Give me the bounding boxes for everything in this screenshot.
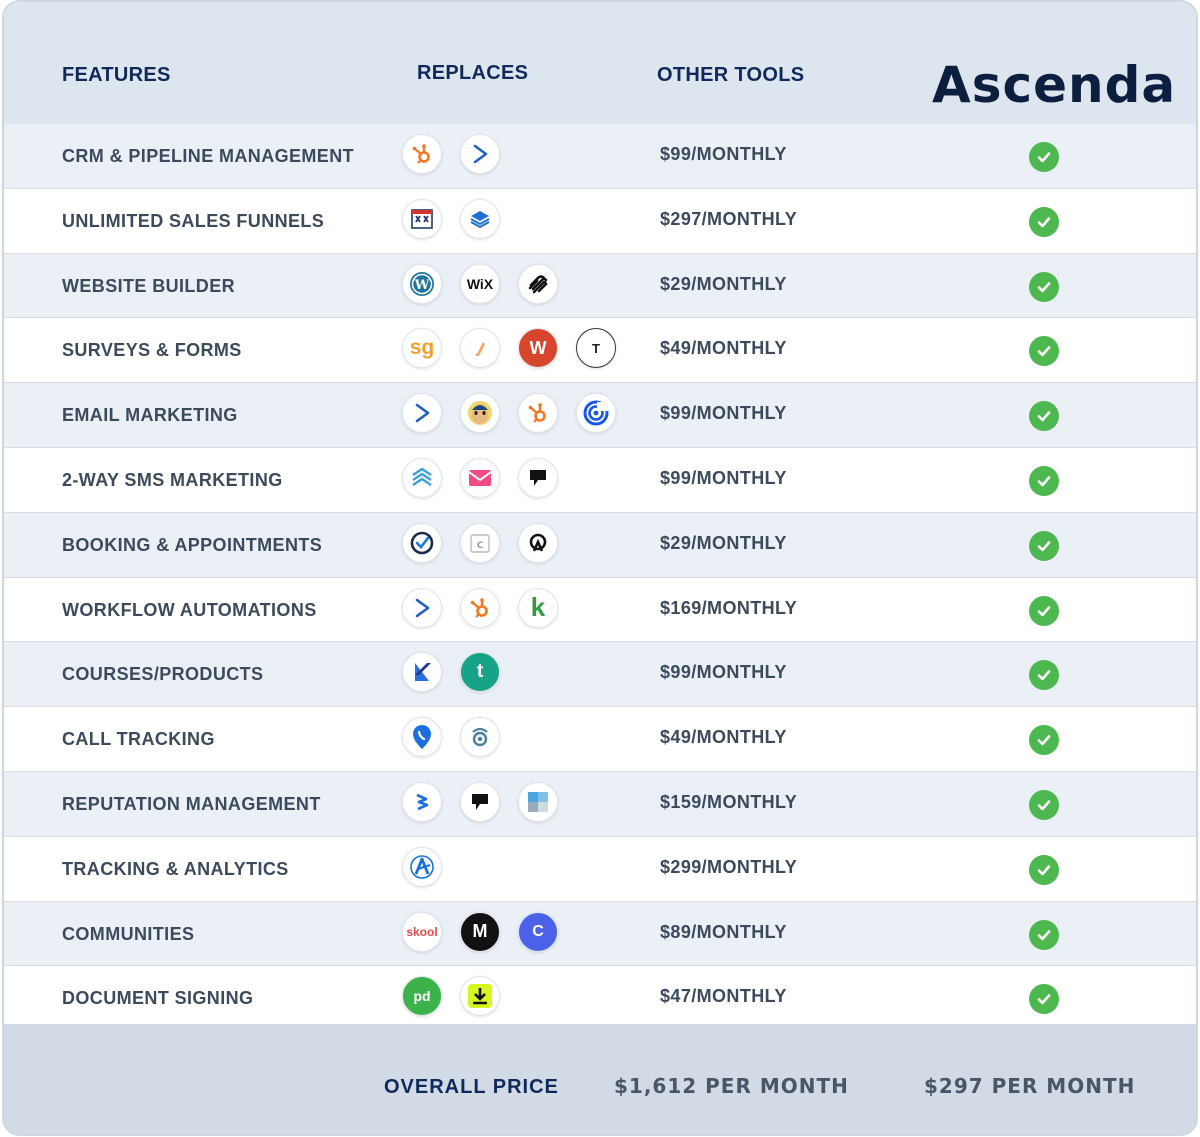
brand-logo-text: Ascenda: [932, 56, 1177, 114]
hubspot-icon: [402, 134, 442, 174]
feature-name: BOOKING & APPOINTMENTS: [62, 534, 323, 555]
table-header: [4, 2, 1196, 124]
feature-name: SURVEYS & FORMS: [62, 340, 242, 361]
calendly-icon: [402, 523, 442, 563]
feature-name: DOCUMENT SIGNING: [62, 988, 254, 1009]
other-tools-price: $159/MONTHLY: [660, 791, 798, 812]
table-row: [4, 707, 1196, 772]
features-heading: FEATURES: [62, 64, 171, 86]
other-tools-price: $89/MONTHLY: [660, 921, 787, 942]
replaced-tools: [402, 264, 558, 304]
check-icon: [1029, 596, 1059, 626]
typeform-icon: T: [576, 328, 616, 368]
analytics-icon: [402, 847, 442, 887]
comparison-card: [2, 0, 1198, 1136]
other-tools-total: $1,612 PER MONTH: [614, 1074, 849, 1098]
replaces-heading: REPLACES: [417, 62, 529, 84]
skool-icon: skool: [402, 912, 442, 952]
hubspot-icon: [518, 393, 558, 433]
check-icon: [1029, 272, 1059, 302]
callrail-icon: [402, 717, 442, 757]
table-row: [4, 189, 1196, 254]
feature-name: CALL TRACKING: [62, 729, 215, 750]
wix-icon: WiX: [460, 264, 500, 304]
feature-name: EMAIL MARKETING: [62, 405, 238, 426]
calendar-icon: [460, 523, 500, 563]
other-tools-price: $29/MONTHLY: [660, 273, 787, 294]
activecampaign-icon: [460, 134, 500, 174]
circle-icon: C: [518, 912, 558, 952]
kajabi-icon: [402, 652, 442, 692]
replaced-tools: [402, 976, 500, 1016]
wordpress-icon: [402, 264, 442, 304]
replaced-tools: [402, 199, 500, 239]
table-row: [4, 448, 1196, 513]
other-tools-price: $99/MONTHLY: [660, 144, 787, 164]
table-row: [4, 513, 1196, 578]
replaced-tools: [402, 134, 500, 174]
other-tools-price: $299/MONTHLY: [660, 856, 798, 877]
birdeye-icon: [402, 782, 442, 822]
brand-total: $297 PER MONTH: [924, 1074, 1136, 1098]
check-icon: [1029, 725, 1059, 755]
check-icon: [1029, 142, 1059, 172]
podium-icon: [518, 458, 558, 498]
wufoo-icon: W: [518, 328, 558, 368]
surveygizmo-icon: sg: [402, 328, 442, 368]
pandadoc-icon: pd: [402, 976, 442, 1016]
svg-text:C: C: [476, 540, 484, 551]
replaced-tools: [402, 588, 558, 628]
puzzle-icon: [518, 782, 558, 822]
feature-name: 2-WAY SMS MARKETING: [62, 469, 283, 490]
replaced-tools: [402, 393, 616, 433]
hubspot-icon: [460, 588, 500, 628]
table-row: [4, 124, 1196, 189]
download-icon: [460, 976, 500, 1016]
other-tools-price: $47/MONTHLY: [660, 986, 787, 1007]
feature-name: COMMUNITIES: [62, 923, 195, 944]
table-footer: [4, 1024, 1196, 1134]
table-row: [4, 772, 1196, 837]
replaced-tools: [402, 847, 442, 887]
replaced-tools: [402, 523, 558, 563]
other-tools-price: $49/MONTHLY: [660, 338, 787, 359]
mailchimp-icon: [460, 393, 500, 433]
teachable-icon: t: [460, 652, 500, 692]
svg-text:W: W: [414, 277, 430, 293]
check-icon: [1029, 920, 1059, 950]
podium-icon: [460, 782, 500, 822]
feature-name: UNLIMITED SALES FUNNELS: [62, 210, 325, 231]
other-tools-price: $99/MONTHLY: [660, 662, 787, 683]
keap-icon: k: [518, 588, 558, 628]
check-icon: [1029, 855, 1059, 885]
table-row: [4, 837, 1196, 902]
feature-name: COURSES/PRODUCTS: [62, 664, 264, 685]
replaced-tools: [402, 458, 558, 498]
table-row: [4, 254, 1196, 319]
feature-name: TRACKING & ANALYTICS: [62, 858, 289, 879]
replaced-tools: [402, 652, 500, 692]
check-icon: [1029, 531, 1059, 561]
check-icon: [1029, 336, 1059, 366]
replaced-tools: [402, 717, 500, 757]
other-tools-price: $29/MONTHLY: [660, 532, 787, 553]
feature-name: REPUTATION MANAGEMENT: [62, 793, 321, 814]
replaced-tools: [402, 328, 616, 368]
acuity-icon: [518, 523, 558, 563]
mail-pink-icon: [460, 458, 500, 498]
table-row: [4, 578, 1196, 643]
feature-name: CRM & PIPELINE MANAGEMENT: [62, 146, 355, 166]
other-tools-price: $297/MONTHLY: [660, 208, 798, 229]
table-row: [4, 318, 1196, 383]
other-tools-price: $169/MONTHLY: [660, 597, 798, 618]
replaced-tools: [402, 782, 558, 822]
constantcontact-icon: [576, 393, 616, 433]
table-row: [4, 902, 1196, 967]
check-icon: [1029, 207, 1059, 237]
feature-name: WEBSITE BUILDER: [62, 275, 236, 296]
other-tools-price: $99/MONTHLY: [660, 467, 787, 488]
check-icon: [1029, 790, 1059, 820]
feature-rows: [4, 124, 1196, 1031]
table-row: [4, 383, 1196, 448]
activecampaign-icon: [402, 393, 442, 433]
callpin-icon: [460, 717, 500, 757]
other-tools-heading: OTHER TOOLS: [657, 64, 805, 86]
check-icon: [1029, 401, 1059, 431]
squarespace-icon: [518, 264, 558, 304]
replaced-tools: [402, 912, 558, 952]
leadpages-icon: [460, 199, 500, 239]
feature-name: WORKFLOW AUTOMATIONS: [62, 599, 317, 620]
check-icon: [1029, 660, 1059, 690]
sms-stack-icon: [402, 458, 442, 498]
table-row: [4, 966, 1196, 1031]
jotform-icon: [460, 328, 500, 368]
other-tools-price: $99/MONTHLY: [660, 403, 787, 424]
check-icon: [1029, 984, 1059, 1014]
check-icon: [1029, 466, 1059, 496]
activecampaign-icon: [402, 588, 442, 628]
overall-price-label: OVERALL PRICE: [384, 1076, 559, 1098]
other-tools-price: $49/MONTHLY: [660, 727, 787, 748]
table-row: [4, 642, 1196, 707]
clickfunnels-icon: [402, 199, 442, 239]
mighty-icon: M: [460, 912, 500, 952]
